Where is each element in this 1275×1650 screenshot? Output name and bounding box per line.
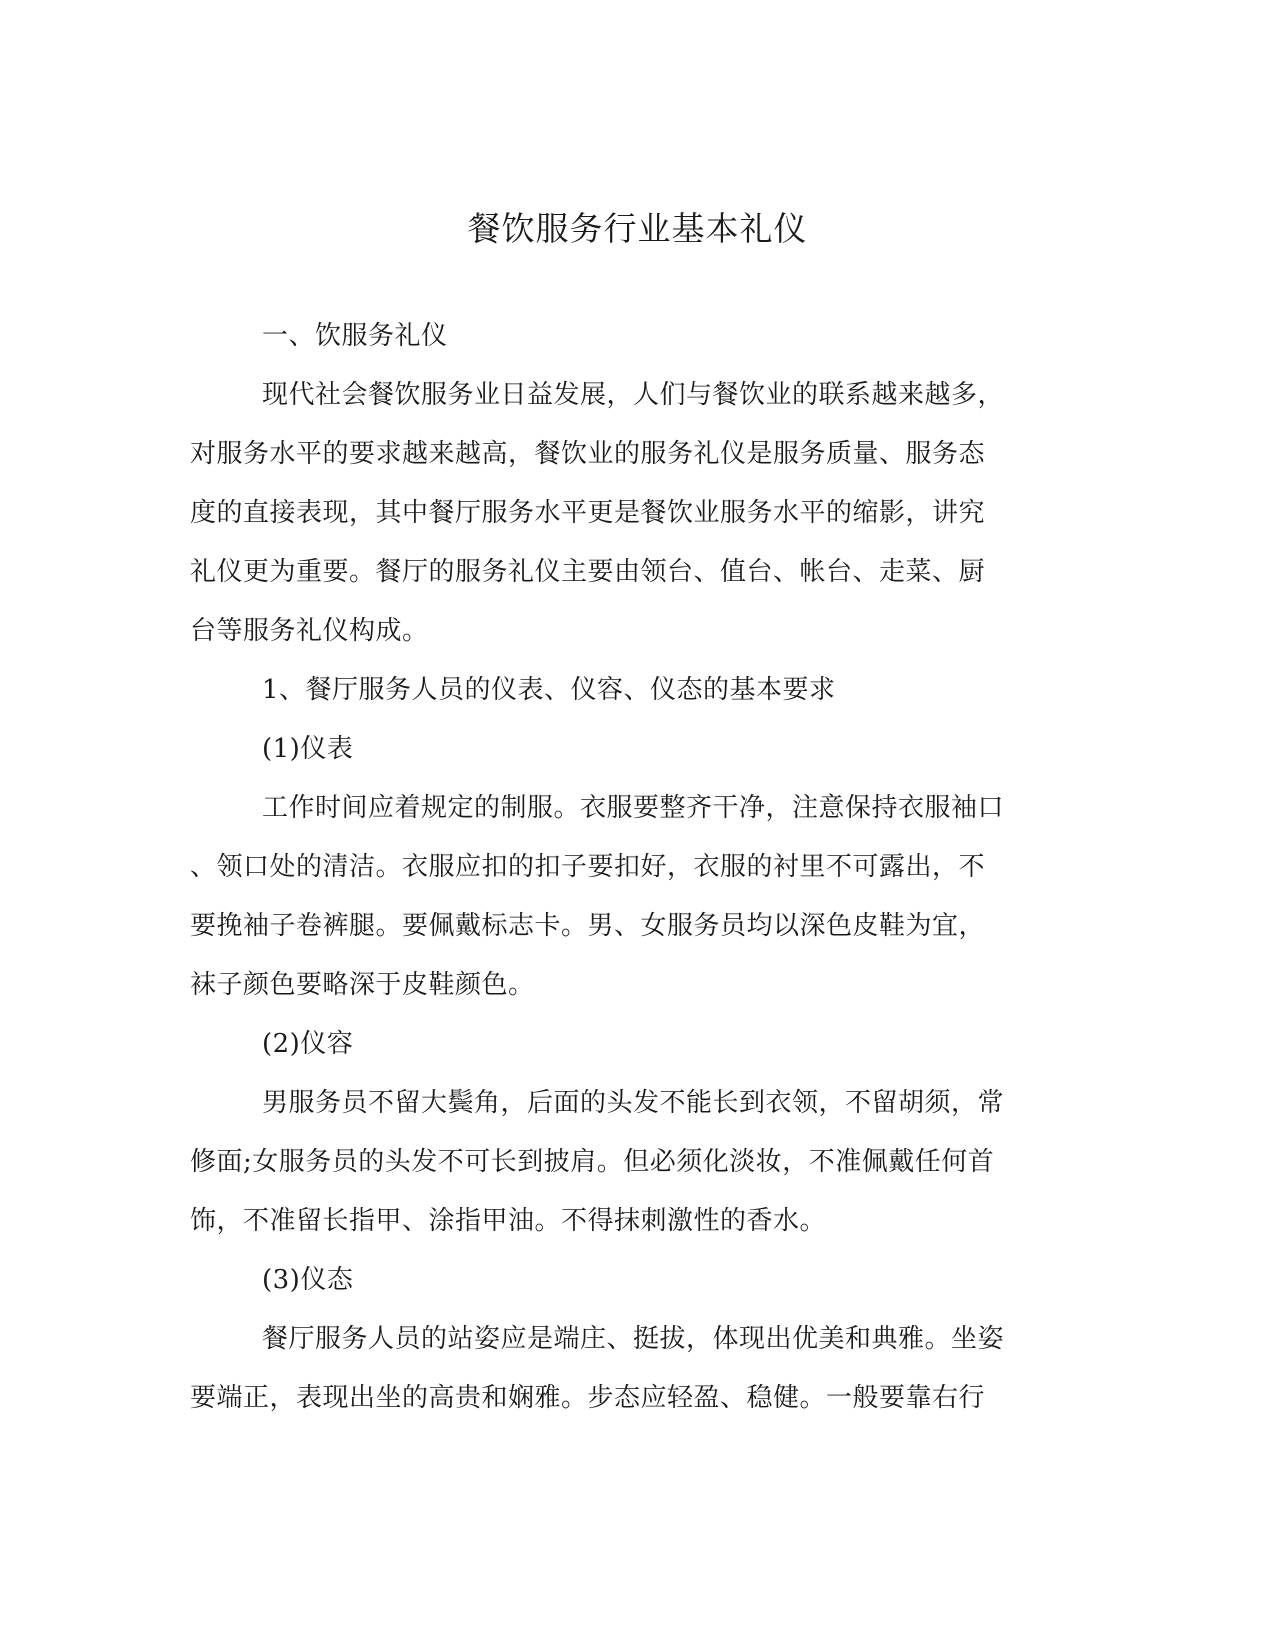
paragraph-line: 要挽袖子卷裤腿。要佩戴标志卡。男、女服务员均以深色皮鞋为宜， xyxy=(190,911,986,941)
paragraph-line: 餐厅服务人员的站姿应是端庄、挺拔，体现出优美和典雅。坐姿 xyxy=(262,1324,1005,1354)
paragraph-line: 要端正，表现出坐的高贵和娴雅。步态应轻盈、稳健。一般要靠右行 xyxy=(190,1383,986,1413)
subsection-heading: 1、餐厅服务人员的仪表、仪容、仪态的基本要求 xyxy=(262,675,836,705)
item-heading: (3)仪态 xyxy=(262,1265,354,1295)
paragraph-line: 饰，不准留长指甲、涂指甲油。不得抹刺激性的香水。 xyxy=(190,1206,827,1236)
paragraph-line: 男服务员不留大鬓角，后面的头发不能长到衣领，不留胡须，常 xyxy=(262,1088,1005,1118)
paragraph-line: 、领口处的清洁。衣服应扣的扣子要扣好，衣服的衬里不可露出，不 xyxy=(190,852,986,882)
section-heading: 一、饮服务礼仪 xyxy=(262,321,448,351)
document-title: 餐饮服务行业基本礼仪 xyxy=(467,209,808,248)
paragraph-line: 对服务水平的要求越来越高，餐饮业的服务礼仪是服务质量、服务态 xyxy=(190,439,986,469)
item-heading: (1)仪表 xyxy=(262,734,354,764)
paragraph-line: 礼仪更为重要。餐厅的服务礼仪主要由领台、值台、帐台、走菜、厨 xyxy=(190,557,986,587)
paragraph-line: 现代社会餐饮服务业日益发展，人们与餐饮业的联系越来越多， xyxy=(262,380,1005,410)
paragraph-line: 工作时间应着规定的制服。衣服要整齐干净，注意保持衣服袖口 xyxy=(262,793,1005,823)
item-heading: (2)仪容 xyxy=(262,1029,354,1059)
paragraph-line: 度的直接表现，其中餐厅服务水平更是餐饮业服务水平的缩影，讲究 xyxy=(190,498,986,528)
paragraph-line: 台等服务礼仪构成。 xyxy=(190,616,429,646)
paragraph-line: 袜子颜色要略深于皮鞋颜色。 xyxy=(190,970,535,1000)
paragraph-line: 修面;女服务员的头发不可长到披肩。但必须化淡妆，不准佩戴任何首 xyxy=(190,1147,995,1177)
